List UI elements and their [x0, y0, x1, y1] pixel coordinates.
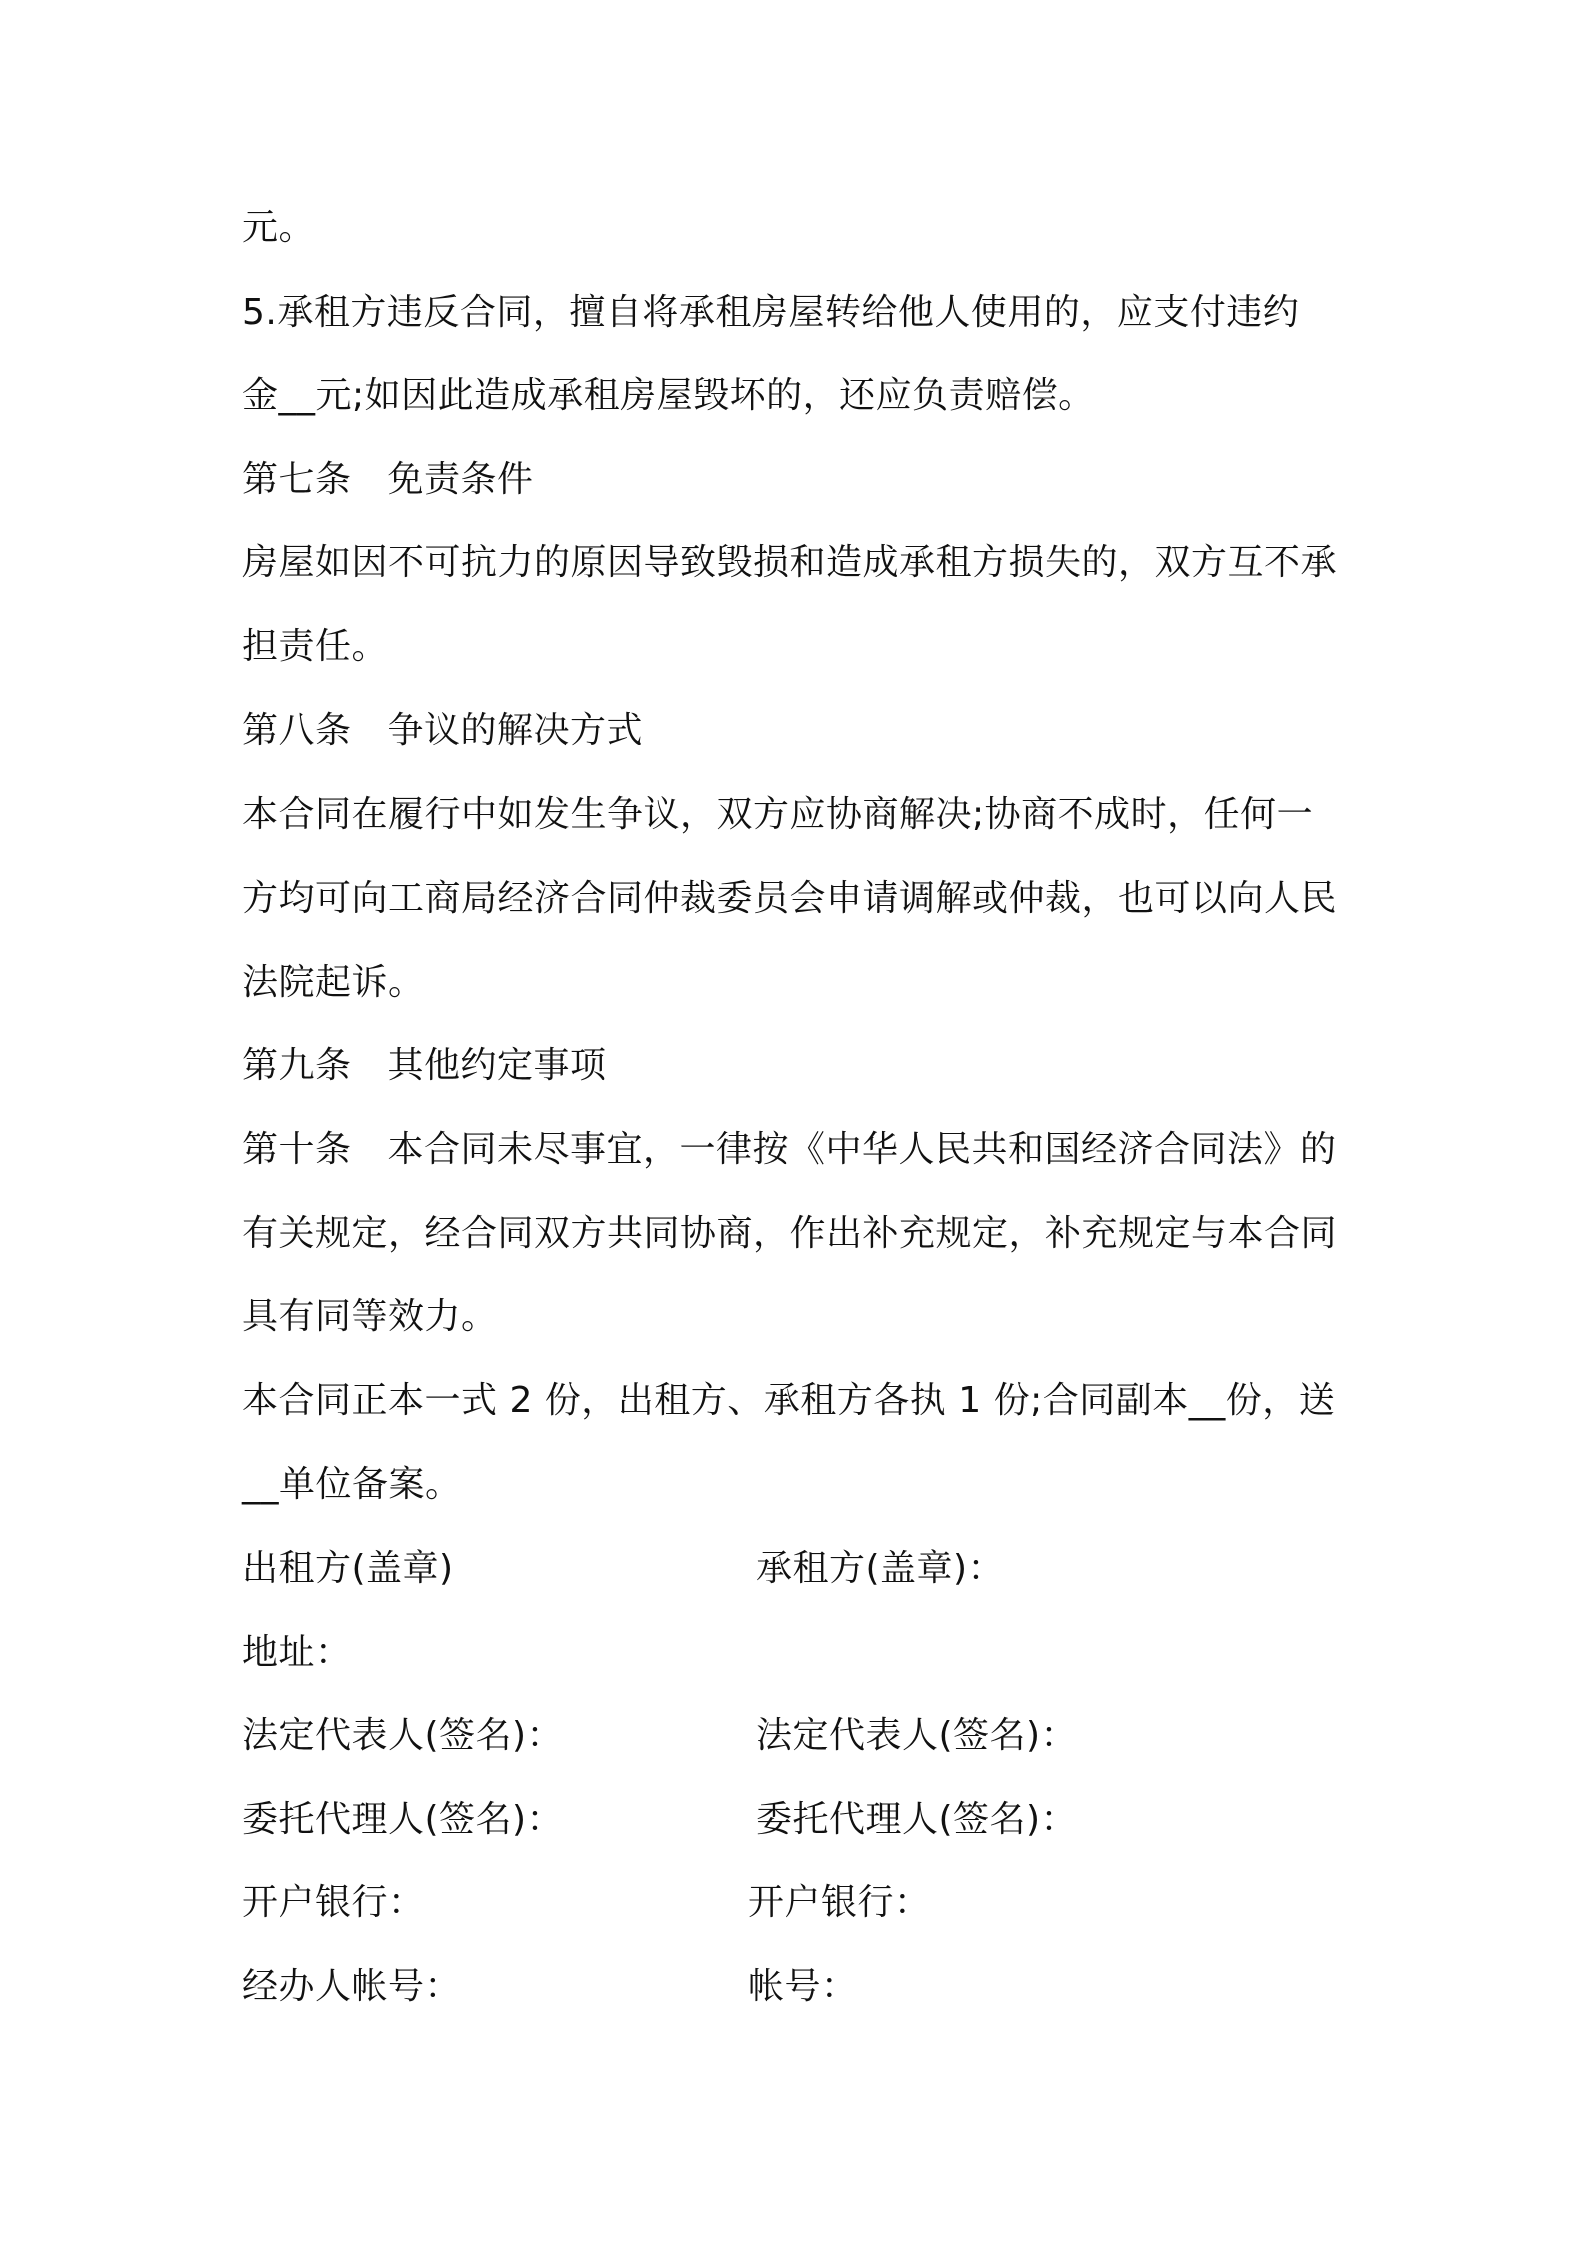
- bank-left-label: 开户银行：: [242, 1882, 425, 1923]
- article-title: 免责条件: [387, 459, 534, 500]
- article-heading-10: [242, 1127, 1337, 1173]
- text-line: 本合同在履行中如发生争议，双方应协商解决;协商不成时，任何一: [242, 794, 1314, 835]
- article-number: 第八条: [242, 710, 352, 751]
- account-left-label: 经办人帐号：: [242, 1966, 462, 2007]
- article-number: 第七条: [242, 459, 352, 500]
- article-heading-7: [242, 457, 534, 503]
- address-label: 地址：: [242, 1632, 352, 1673]
- text-line: 金__元;如因此造成承租房屋毁坏的，还应负责赔偿。: [242, 375, 1095, 416]
- article-title: 争议的解决方式: [387, 710, 644, 751]
- text-line: 方均可向工商局经济合同仲裁委员会申请调解或仲裁，也可以向人民: [242, 878, 1338, 919]
- text-line: 5.承租方违反合同，擅自将承租房屋转给他人使用的，应支付违约: [242, 292, 1300, 333]
- text-line: 担责任。: [242, 626, 389, 667]
- text-line: 有关规定，经合同双方共同协商，作出补充规定，补充规定与本合同: [242, 1213, 1338, 1254]
- text-line: 具有同等效力。: [242, 1296, 498, 1337]
- agent-left-label: 委托代理人(签名)：: [242, 1799, 564, 1840]
- legal-rep-left-label: 法定代表人(签名)：: [242, 1715, 564, 1756]
- bank-right-label: 开户银行：: [748, 1882, 931, 1923]
- text-line: 本合同正本一式 2 份，出租方、承租方各执 1 份;合同副本__份，送: [242, 1380, 1336, 1421]
- article-heading-9: [242, 1043, 607, 1089]
- article-heading-8: [242, 708, 643, 754]
- article-number: 第九条: [242, 1045, 352, 1086]
- account-right-label: 帐号：: [748, 1966, 858, 2007]
- text-line: 法院起诉。: [242, 962, 425, 1003]
- text-line: __单位备案。: [242, 1464, 462, 1505]
- text-line: 元。: [242, 207, 316, 248]
- article-title: 其他约定事项: [387, 1045, 607, 1086]
- legal-rep-right-label: 法定代表人(签名)：: [756, 1715, 1078, 1756]
- agent-right-label: 委托代理人(签名)：: [756, 1799, 1078, 1840]
- article-number: 第十条: [242, 1129, 352, 1170]
- text-line: 房屋如因不可抗力的原因导致毁损和造成承租方损失的，双方互不承: [242, 542, 1338, 583]
- lessor-seal-label: 出租方(盖章): [242, 1548, 454, 1589]
- article-text: 本合同未尽事宜，一律按《中华人民共和国经济合同法》的: [387, 1129, 1337, 1170]
- lessee-seal-label: 承租方(盖章)：: [756, 1548, 1005, 1589]
